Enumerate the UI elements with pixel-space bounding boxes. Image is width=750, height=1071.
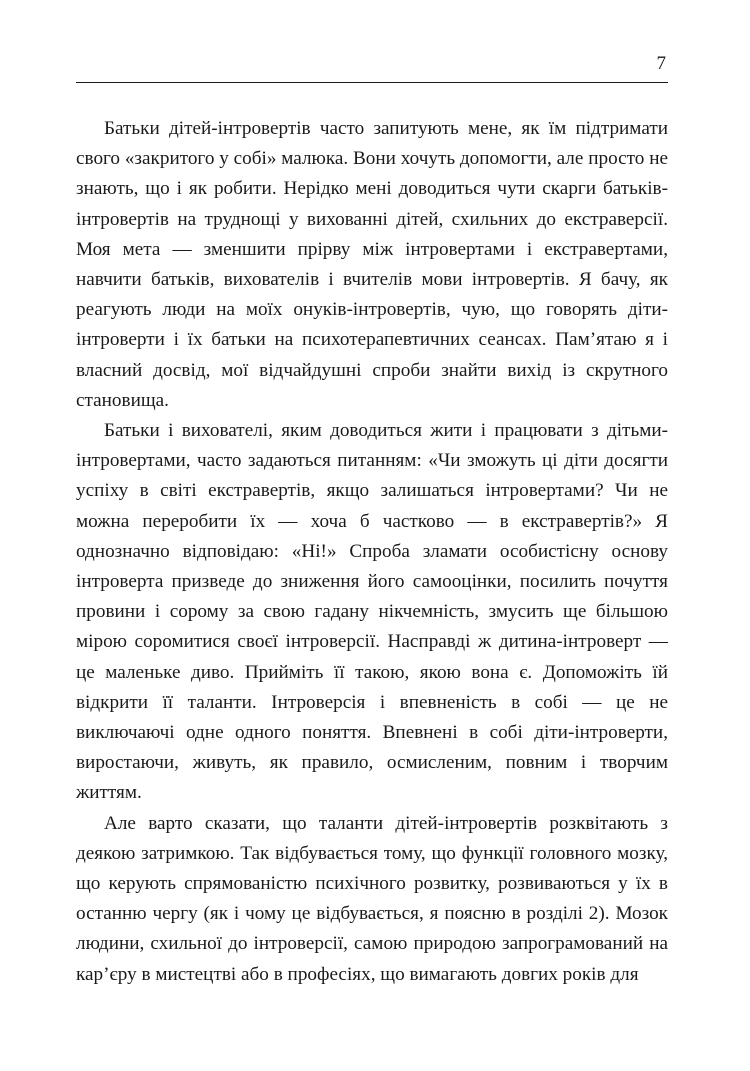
- body-text: [76, 114, 668, 990]
- header-rule: [76, 82, 668, 83]
- paragraph-3: Але варто сказати, що таланти дітей-інтровертів розквітають з деякою затримкою. Так відбувається тому, що функції головного мозку, що керують спрямованістю психічного розвитку, розвиваються у їх в останню чергу (як і чому це відбувається, я поясню в розділі 2). Мозок людини, схильної до інтроверсії, самою природою запрограмований на кар’єру в мистецтві або в професіях, що вимагають довгих років для: [76, 812, 668, 985]
- page-number: 7: [656, 53, 666, 74]
- paragraph-2: Батьки і вихователі, яким доводиться жити і працювати з дітьми-інтровертами, часто задаються питанням: «Чи зможуть ці діти досягти успіху в світі екстравертів, якщо залишаться інтровертами? Чи не можна переробити їх — хоча б частково — в екстравертів?» Я однозначно відповідаю: «Ні!» Спроба зламати особистісну основу інтроверта призведе до зниження його самооцінки, посилить почуття провини і сорому за свою гадану нікчемність, змусить ще більшою мірою соромитися своєї інтроверсії. Насправді ж дитина-інтроверт — це маленьке диво. Прийміть її такою, якою вона є. Допоможіть їй відкрити її таланти. Інтроверсія і впевненість в собі — це не виключаючі одне одного поняття. Впевнені в собі діти-інтроверти, виростаючи, живуть, як правило, осмисленим, повним і творчим життям.: [76, 420, 668, 804]
- paragraph-1: Батьки дітей-інтровертів часто запитують мене, як їм підтримати свого «закритого у собі» малюка. Вони хочуть допомогти, але просто не знають, що і як робити. Нерідко мені доводиться чути скарги батьків-інтровертів на труднощі у вихованні дітей, схильних до екстраверсії. Моя мета — зменшити прірву між інтровертами і екстравертами, навчити батьків, вихователів і вчителів мови інтровертів. Я бачу, як реагують люди на моїх онуків-інтровертів, чую, що говорять діти-інтроверти і їх батьки на психотерапевтичних сеансах. Пам’ятаю я і власний досвід, мої відчайдушні спроби знайти вихід із скрутного становища.: [76, 118, 668, 411]
